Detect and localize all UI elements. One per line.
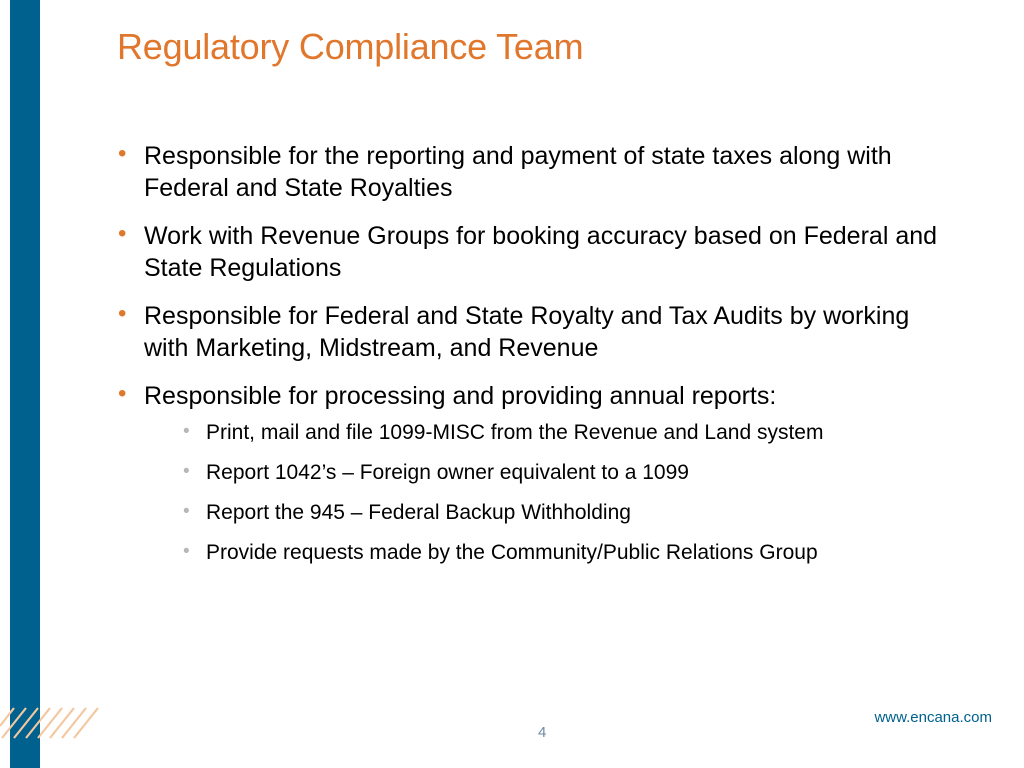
bullet-dot-icon: • xyxy=(118,380,127,407)
sub-bullet-item xyxy=(180,498,948,528)
page-number: 4 xyxy=(538,724,547,741)
left-accent-bar xyxy=(10,0,40,768)
sub-bullet-text: Report the 945 – Federal Backup Withholding xyxy=(206,501,631,524)
sub-bullet-dot-icon: • xyxy=(183,421,190,442)
sub-bullet-dot-icon: • xyxy=(183,461,190,482)
bullet-text: Work with Revenue Groups for booking accuracy based on Federal and State Regulations xyxy=(144,222,938,282)
bullet-dot-icon: • xyxy=(118,220,127,247)
bullet-text: Responsible for processing and providing annual reports: xyxy=(144,382,777,410)
diagonal-stripes-decoration xyxy=(0,706,104,740)
sub-bullet-list xyxy=(144,418,948,568)
bullet-text: Responsible for Federal and State Royalty and Tax Audits by working with Marketing, Midstream, and Revenue xyxy=(144,302,910,362)
bullet-item xyxy=(118,300,948,364)
sub-bullet-item xyxy=(180,538,948,568)
bullet-text: Responsible for the reporting and payment of state taxes along with Federal and State Royalties xyxy=(144,142,892,202)
slide-title: Regulatory Compliance Team xyxy=(117,26,584,67)
sub-bullet-text: Report 1042’s – Foreign owner equivalent to a 1099 xyxy=(206,461,689,484)
sub-bullet-dot-icon: • xyxy=(183,501,190,522)
bullet-dot-icon: • xyxy=(118,300,127,327)
sub-bullet-text: Print, mail and file 1099-MISC from the Revenue and Land system xyxy=(206,421,824,444)
bullet-item xyxy=(118,140,948,204)
sub-bullet-dot-icon: • xyxy=(183,541,190,562)
bullet-list xyxy=(118,140,948,584)
bullet-dot-icon: • xyxy=(118,140,127,167)
sub-bullet-text: Provide requests made by the Community/Public Relations Group xyxy=(206,541,818,564)
sub-bullet-item xyxy=(180,458,948,488)
bullet-item xyxy=(118,380,948,568)
bullet-item xyxy=(118,220,948,284)
sub-bullet-item xyxy=(180,418,948,448)
footer-website-link[interactable]: www.encana.com xyxy=(874,709,992,726)
